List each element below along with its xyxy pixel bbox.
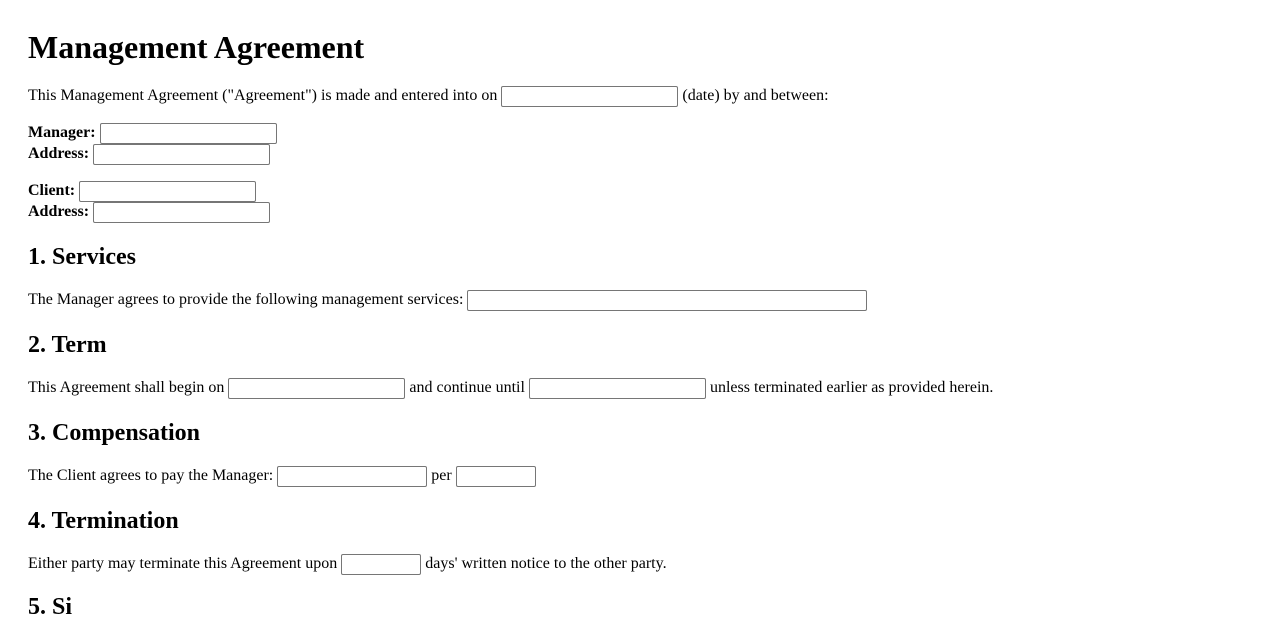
termination-notice-text: days' written notice to the other party. [425, 555, 667, 572]
term-unless-text: unless terminated earlier as provided herein. [709, 379, 994, 396]
manager-address-label: Address: [28, 145, 90, 162]
intro-line [28, 85, 829, 107]
term-heading: 2. Term [28, 332, 107, 358]
manager-name-input[interactable] [100, 123, 277, 144]
manager-address-line [28, 143, 270, 165]
client-address-input[interactable] [93, 202, 270, 223]
term-line [28, 377, 993, 399]
services-text: The Manager agrees to provide the following management services: [28, 291, 464, 308]
term-end-input[interactable] [529, 378, 706, 399]
compensation-heading: 3. Compensation [28, 420, 201, 446]
termination-text: Either party may terminate this Agreement upon [28, 555, 338, 572]
compensation-line [28, 465, 536, 487]
term-begin-text: This Agreement shall begin on [28, 379, 225, 396]
services-heading: 1. Services [28, 244, 136, 270]
manager-name-line [28, 122, 277, 144]
term-continue-text: and continue until [409, 379, 525, 396]
services-input[interactable] [467, 290, 867, 311]
compensation-amount-input[interactable] [277, 466, 427, 487]
agreement-date-input[interactable] [501, 86, 678, 107]
client-label: Client: [28, 182, 76, 199]
compensation-period-input[interactable] [456, 466, 536, 487]
compensation-per-text: per [431, 467, 452, 484]
page-title: Management Agreement [28, 29, 365, 65]
term-start-input[interactable] [228, 378, 405, 399]
client-address-label: Address: [28, 203, 90, 220]
services-line [28, 289, 867, 311]
next-section-heading: 5. Si [28, 594, 73, 620]
client-name-line [28, 180, 256, 202]
compensation-text: The Client agrees to pay the Manager: [28, 467, 274, 484]
intro-date-suffix: (date) by and between: [682, 87, 829, 104]
termination-days-input[interactable] [341, 554, 421, 575]
termination-heading: 4. Termination [28, 508, 179, 534]
client-address-line [28, 201, 270, 223]
intro-text: This Management Agreement ("Agreement") is made and entered into on [28, 87, 498, 104]
manager-label: Manager: [28, 124, 96, 141]
termination-line [28, 553, 667, 575]
manager-address-input[interactable] [93, 144, 270, 165]
client-name-input[interactable] [79, 181, 256, 202]
